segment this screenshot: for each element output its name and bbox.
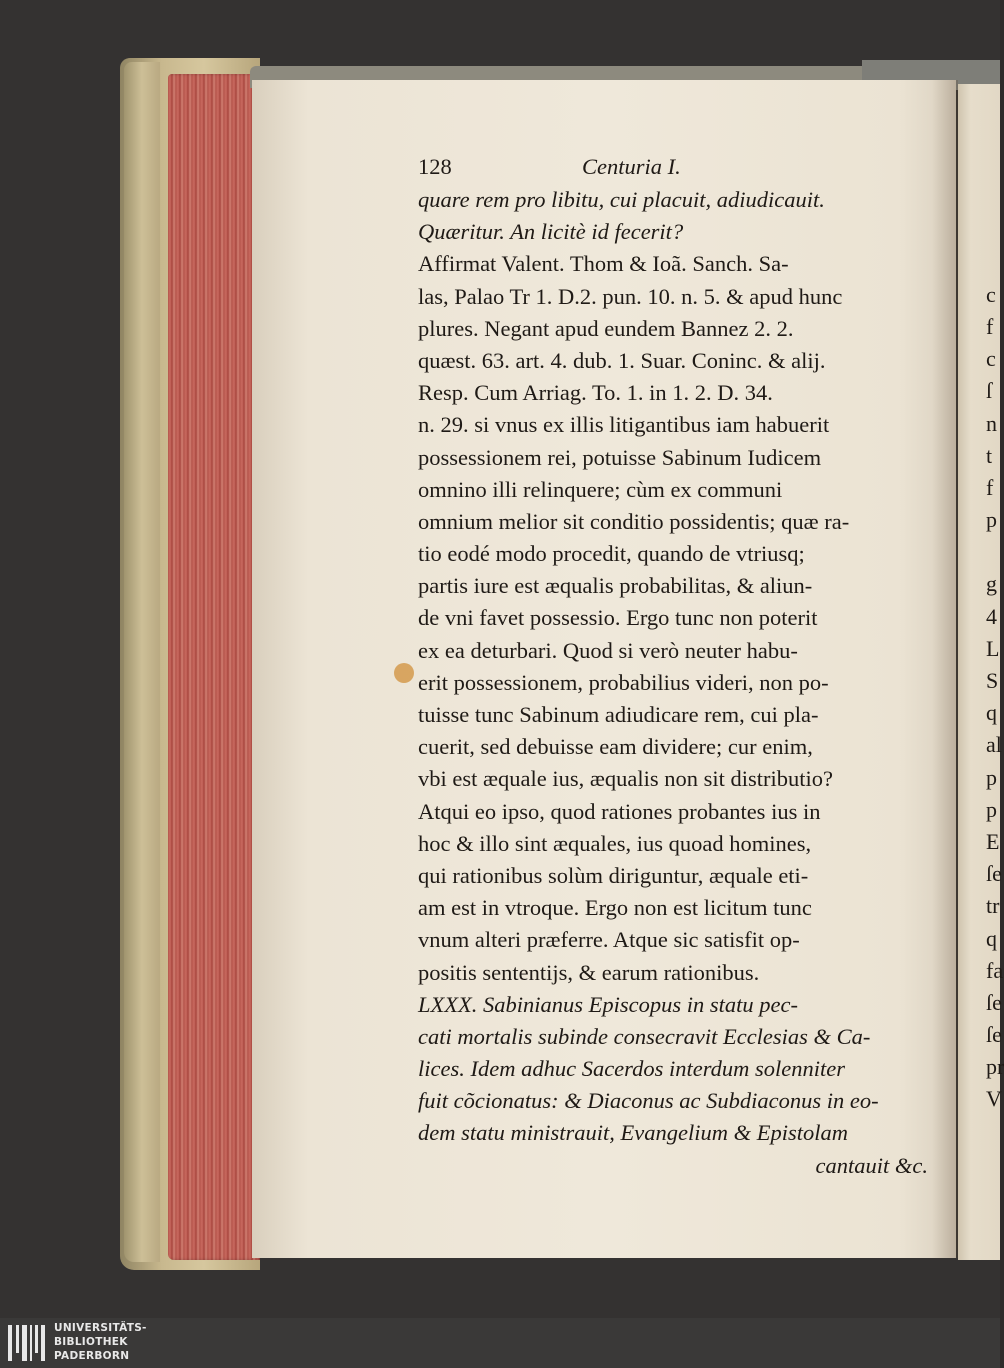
facing-page-fragment: fa — [986, 957, 1004, 983]
text-line: possessionem rei, potuisse Sabinum Iudicem — [418, 444, 822, 470]
text-line: omnino illi relinquere; cùm ex communi — [418, 476, 783, 502]
facing-page-fragment: n — [986, 410, 997, 436]
book-spine — [124, 62, 160, 1262]
facing-page-fragment: g — [986, 571, 997, 597]
text-line: de vni favet possessio. Ergo tunc non poterit — [418, 605, 818, 631]
facing-page-fragment: t — [986, 442, 993, 468]
facing-page-fragment: V — [986, 1086, 1002, 1112]
text-line: quæst. 63. art. 4. dub. 1. Suar. Coninc. & alij. — [418, 347, 826, 373]
facing-page-fragment: 4 — [986, 603, 997, 629]
text-line: lices. Idem adhuc Sacerdos interdum solenniter — [418, 1056, 845, 1082]
facing-page-edge-text — [986, 150, 1004, 1116]
text-line: vbi est æquale ius, æqualis non sit distributio? — [418, 766, 833, 792]
facing-page-fragment: al — [986, 732, 1002, 758]
facing-page-fragment: c — [986, 281, 996, 307]
text-line: partis iure est æqualis probabilitas, & aliun- — [418, 573, 813, 599]
text-line: plures. Negant apud eundem Bannez 2. 2. — [418, 315, 794, 341]
text-line: las, Palao Tr 1. D.2. pun. 10. n. 5. & apud hunc — [418, 283, 843, 309]
facing-page-fragment — [986, 536, 1000, 568]
text-line: cuerit, sed debuisse eam dividere; cur enim, — [418, 734, 813, 760]
text-line: hoc & illo sint æquales, ius quoad homines, — [418, 830, 812, 856]
facing-page-fragment: ſe — [986, 861, 1002, 887]
facing-page-fragment: q — [986, 925, 997, 951]
text-line: n. 29. si vnus ex illis litigantibus iam habuerit — [418, 412, 830, 438]
facing-page-fragment — [986, 182, 1000, 214]
text-line: Atqui eo ipso, quod rationes probantes ius in — [418, 798, 821, 824]
facing-page-fragment: q — [986, 700, 997, 726]
text-line: positis sententijs, & earum rationibus. — [418, 959, 760, 985]
text-line: omnium melior sit conditio possidentis; quæ ra- — [418, 508, 850, 534]
facing-page-fragment — [986, 150, 1000, 182]
text-line: tio eodé modo procedit, quando de vtriusq; — [418, 541, 805, 567]
facing-page-fragment: tr — [986, 893, 1000, 919]
facing-page-fragment: f — [986, 313, 994, 339]
text-lines — [418, 184, 934, 1150]
foxing-spot — [394, 663, 414, 683]
text-line: erit possessionem, probabilius videri, non po- — [418, 669, 829, 695]
text-line: dem statu ministrauit, Evangelium & Epistolam — [418, 1120, 848, 1146]
library-logo-icon — [6, 1322, 48, 1364]
facing-page-fragment: ſe — [986, 1022, 1002, 1048]
text-line: quare rem pro libitu, cui placuit, adiudicauit. — [418, 187, 825, 212]
gutter-shadow — [932, 80, 958, 1258]
facing-page-fragment: L — [986, 635, 1000, 661]
red-page-edges — [168, 74, 260, 1260]
facing-page-fragment: ſ — [986, 378, 993, 404]
facing-page-fragment: p — [986, 507, 997, 533]
text-line: Quæritur. An licitè id fecerit? — [418, 219, 684, 245]
text-line: vnum alteri præferre. Atque sic satisfit op- — [418, 927, 800, 953]
text-line: am est in vtroque. Ergo non est licitum tunc — [418, 895, 812, 921]
text-line: Resp. Cum Arriag. To. 1. in 1. 2. D. 34. — [418, 380, 773, 406]
facing-page-fragment — [986, 214, 1000, 246]
library-line-2: BIBLIOTHEK — [54, 1336, 128, 1348]
facing-page-fragment: c — [986, 346, 996, 372]
facing-page-fragment: pr — [986, 1054, 1004, 1080]
text-line: Affirmat Valent. Thom & Ioã. Sanch. Sa- — [418, 251, 789, 277]
page-text — [418, 150, 934, 1182]
library-name — [54, 1321, 147, 1363]
page-header — [418, 150, 934, 184]
text-line: ex ea deturbari. Quod si verò neuter habu- — [418, 637, 798, 663]
text-line: tuisse tunc Sabinum adiudicare rem, cui pla- — [418, 702, 819, 727]
text-line: cati mortalis subinde consecravit Ecclesias & Ca- — [418, 1023, 871, 1049]
footer-bar — [0, 1318, 1000, 1368]
facing-page-fragment: p — [986, 796, 997, 822]
facing-page-fragment — [986, 247, 1000, 279]
running-head: Centuria I. — [582, 154, 681, 179]
facing-page-fragment: p — [986, 764, 997, 790]
text-line: qui rationibus solùm diriguntur, æquale eti- — [418, 862, 809, 888]
library-line-1: UNIVERSITÄTS- — [54, 1322, 147, 1334]
catchword: cantauit &c. — [815, 1152, 928, 1178]
library-line-3: PADERBORN — [54, 1350, 130, 1362]
page-number: 128 — [418, 154, 452, 179]
facing-page-fragment: ſe — [986, 989, 1002, 1015]
text-line: LXXX. Sabinianus Episcopus in statu pec- — [418, 991, 798, 1017]
facing-page-fragment: E — [986, 828, 1000, 854]
text-line: fuit cõcionatus: & Diaconus ac Subdiaconus in eo- — [418, 1088, 879, 1114]
facing-page-fragment: S — [986, 668, 999, 693]
facing-page-fragment: f — [986, 474, 994, 500]
